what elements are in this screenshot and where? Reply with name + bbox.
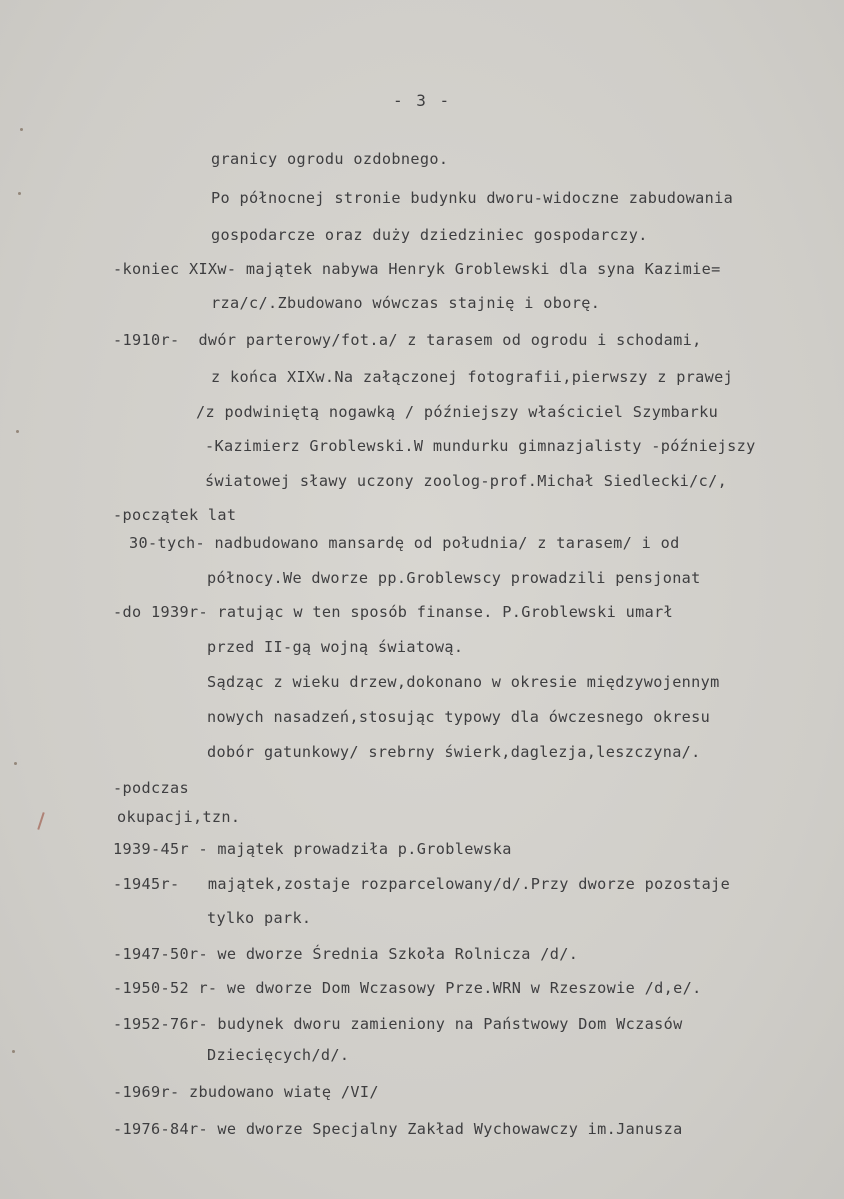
paper-speck [12,1050,15,1053]
text-line: Po północnej stronie budynku dworu-widoczne zabudowania [211,189,734,207]
text-line: -1950-52 r- we dworze Dom Wczasowy Prze.WRN w Rzeszowie /d,e/. [113,979,702,997]
text-line: tylko park. [207,909,312,927]
text-line: granicy ogrodu ozdobnego. [211,150,449,168]
text-line: przed II-gą wojną światową. [207,638,464,656]
text-line: -Kazimierz Groblewski.W mundurku gimnazjalisty -późniejszy [205,437,756,455]
text-line: Sądząc z wieku drzew,dokonano w okresie międzywojennym [207,673,720,691]
text-line: światowej sławy uczony zoolog-prof.Michał Siedlecki/c/, [205,472,728,490]
text-line: -początek lat [113,506,237,524]
text-line: z końca XIXw.Na załączonej fotografii,pierwszy z prawej [211,368,734,386]
text-line: -podczas [113,779,189,797]
text-line: -1952-76r- budynek dworu zamieniony na Państwowy Dom Wczasów [113,1015,683,1033]
text-line: /z podwiniętą nogawką / późniejszy właściciel Szymbarku [196,403,719,421]
text-line: -1976-84r- we dworze Specjalny Zakład Wychowawczy im.Janusza [113,1120,683,1138]
text-line: -1910r- dwór parterowy/fot.a/ z tarasem od ogrodu i schodami, [113,331,702,349]
paper-speck [18,192,21,195]
text-line: -1945r- majątek,zostaje rozparcelowany/d/.Przy dworze pozostaje [113,875,731,893]
page-number: - 3 - [393,91,452,110]
text-line: dobór gatunkowy/ srebrny świerk,daglezja,leszczyna/. [207,743,701,761]
ink-mark [37,812,44,830]
text-line: północy.We dworze pp.Groblewscy prowadzili pensjonat [207,569,701,587]
text-line: 1939-45r - majątek prowadziła p.Groblewska [113,840,512,858]
text-line: -do 1939r- ratując w ten sposób finanse. P.Groblewski umarł [113,603,674,621]
text-line: okupacji,tzn. [117,808,241,826]
text-line: gospodarcze oraz duży dziedziniec gospodarczy. [211,226,648,244]
text-line: 30-tych- nadbudowano mansardę od południa/ z tarasem/ i od [129,534,680,552]
paper-speck [14,762,17,765]
paper-speck [20,128,23,131]
text-line: nowych nasadzeń,stosując typowy dla ówczesnego okresu [207,708,711,726]
text-line: -1947-50r- we dworze Średnia Szkoła Rolnicza /d/. [113,945,579,963]
text-line: -koniec XIXw- majątek nabywa Henryk Groblewski dla syna Kazimie= [113,260,721,278]
text-line: -1969r- zbudowano wiatę /VI/ [113,1083,379,1101]
text-line: Dziecięcych/d/. [207,1046,350,1064]
paper-speck [16,430,19,433]
text-line: rza/c/.Zbudowano wówczas stajnię i oborę. [211,294,601,312]
